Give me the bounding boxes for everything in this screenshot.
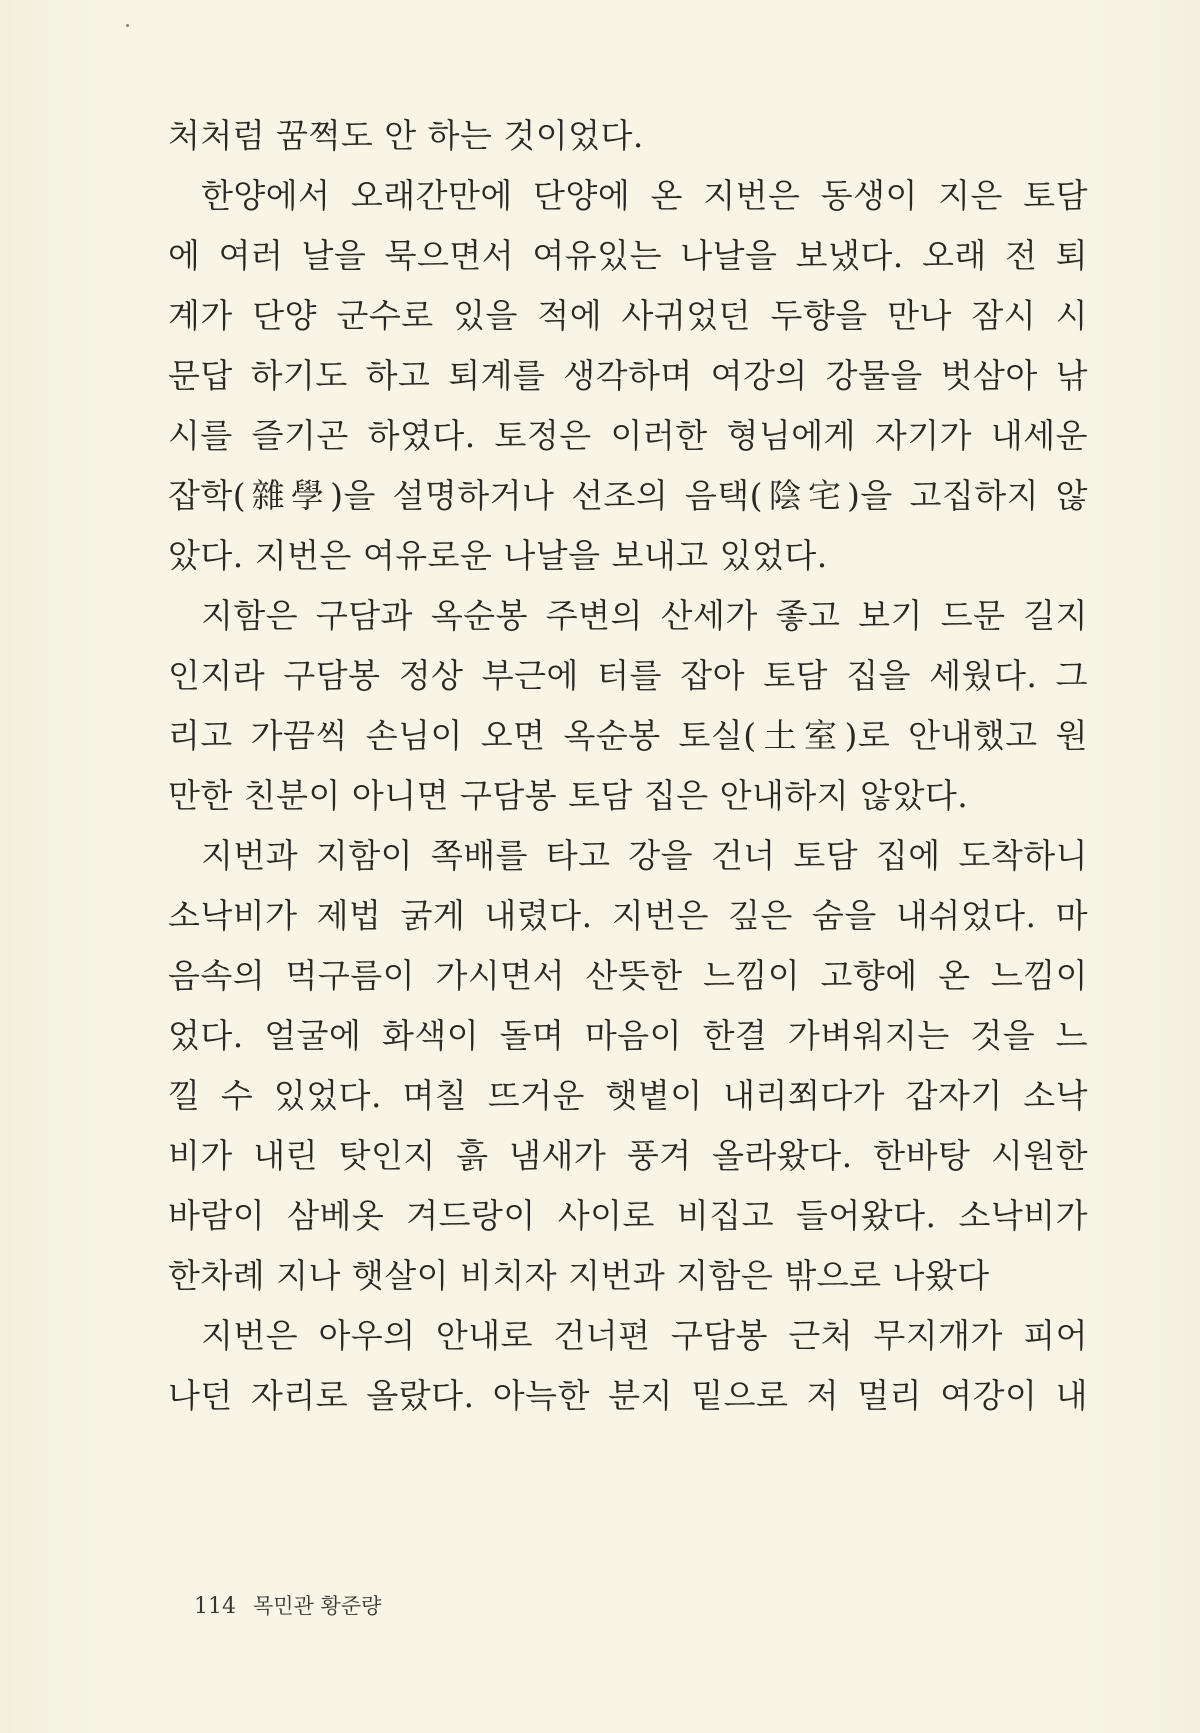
paper-speck (126, 24, 129, 27)
text-line: 았다. 지번은 여유로운 나날을 보내고 있었다. (168, 536, 828, 575)
text-line: 잡학(雜學)을 설명하거나 선조의 음택(陰宅)을 고집하지 않 (168, 476, 1088, 515)
text-line: 인지라 구담봉 정상 부근에 터를 잡아 토담 집을 세웠다. 그 (168, 656, 1088, 695)
book-title: 목민관 황준량 (253, 1594, 382, 1618)
text-line: 바람이 삼베옷 겨드랑이 사이로 비집고 들어왔다. 소낙비가 (168, 1196, 1088, 1235)
page-footer (194, 1592, 381, 1621)
text-line: 만한 친분이 아니면 구담봉 토담 집은 안내하지 않았다. (168, 776, 969, 815)
text-line: 한차례 지나 햇살이 비치자 지번과 지함은 밖으로 나왔다 (168, 1256, 990, 1295)
text-line: 비가 내린 탓인지 흙 냄새가 풍겨 올라왔다. 한바탕 시원한 (168, 1136, 1088, 1175)
text-line: 었다. 얼굴에 화색이 돌며 마음이 한결 가벼워지는 것을 느 (168, 1016, 1088, 1055)
text-line: 낄 수 있었다. 며칠 뜨거운 햇볕이 내리쬐다가 갑자기 소낙 (168, 1076, 1088, 1115)
text-line: 음속의 먹구름이 가시면서 산뜻한 느낌이 고향에 온 느낌이 (168, 956, 1088, 995)
text-line: 리고 가끔씩 손님이 오면 옥순봉 토실(土室)로 안내했고 원 (168, 716, 1088, 755)
text-line: 소낙비가 제법 굵게 내렸다. 지번은 깊은 숨을 내쉬었다. 마 (168, 896, 1088, 935)
text-line: 에 여러 날을 묵으면서 여유있는 나날을 보냈다. 오래 전 퇴 (168, 236, 1088, 275)
text-line: 처처럼 꿈쩍도 안 하는 것이었다. (168, 116, 644, 155)
text-line: 시를 즐기곤 하였다. 토정은 이러한 형님에게 자기가 내세운 (168, 416, 1088, 455)
text-line: 문답 하기도 하고 퇴계를 생각하며 여강의 강물을 벗삼아 낚 (168, 356, 1088, 395)
text-line: 지함은 구담과 옥순봉 주변의 산세가 좋고 보기 드문 길지 (201, 596, 1088, 635)
text-line: 지번과 지함이 쪽배를 타고 강을 건너 토담 집에 도착하니 (201, 836, 1088, 875)
text-line: 계가 단양 군수로 있을 적에 사귀었던 두향을 만나 잠시 시 (168, 296, 1088, 335)
text-line: 한양에서 오래간만에 단양에 온 지번은 동생이 지은 토담 (201, 176, 1088, 215)
text-line: 나던 자리로 올랐다. 아늑한 분지 밑으로 저 멀리 여강이 내 (168, 1376, 1088, 1415)
text-line: 지번은 아우의 안내로 건너편 구담봉 근처 무지개가 피어 (201, 1316, 1088, 1355)
body-text (168, 106, 1088, 1426)
page-number: 114 (194, 1594, 236, 1619)
